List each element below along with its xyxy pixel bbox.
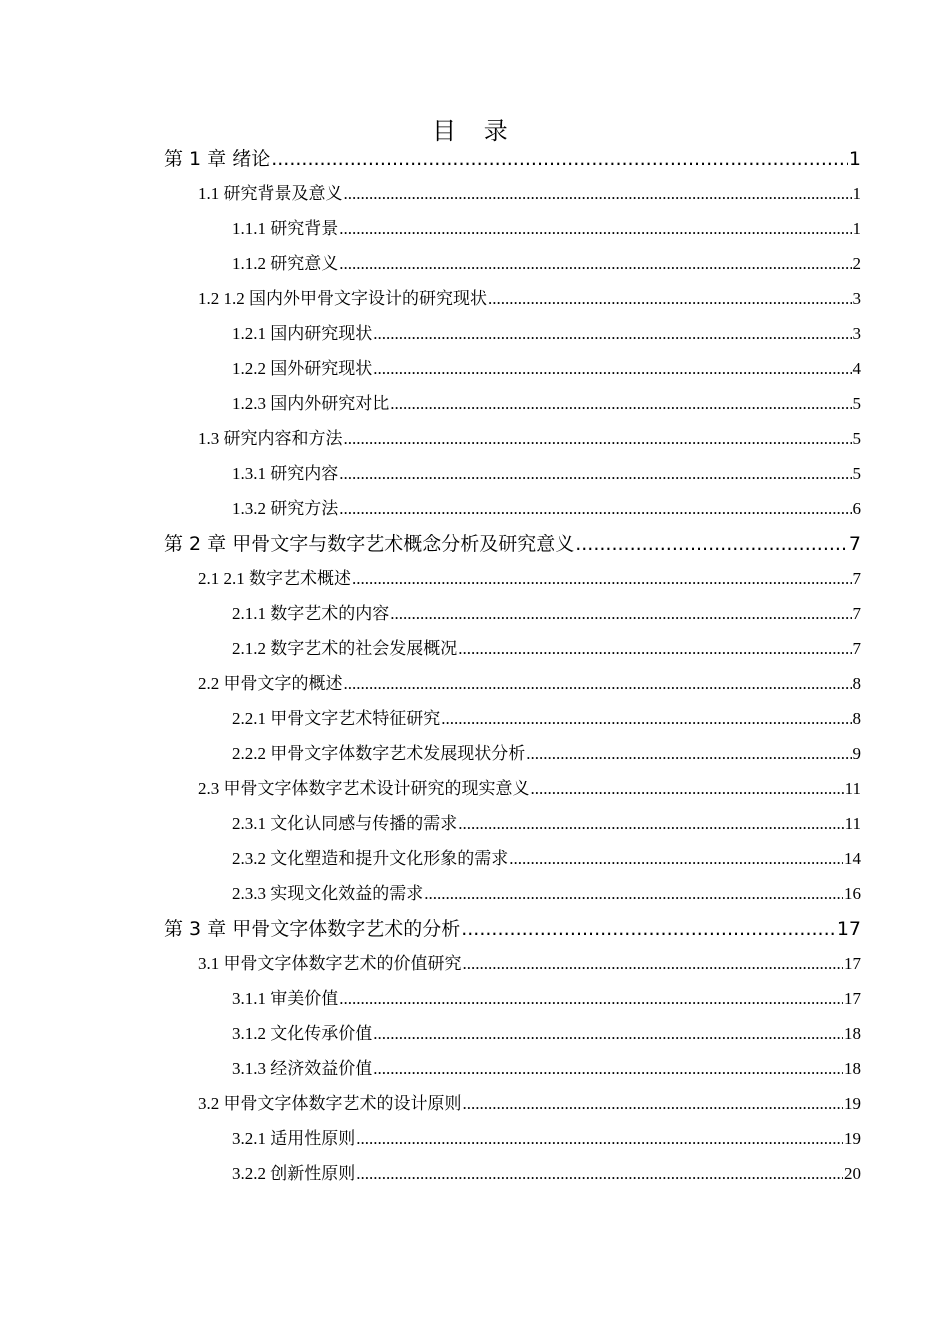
toc-entry-level-2[interactable] [198, 669, 861, 694]
toc-entry-level-2[interactable] [198, 424, 861, 449]
dot-leader [373, 1059, 843, 1079]
toc-entry-label: 2.2.1 甲骨文字艺术特征研究 [232, 709, 441, 728]
toc-entry-page-number: 20 [844, 1164, 861, 1183]
dot-leader [458, 814, 843, 834]
toc-entry-page-number: 6 [852, 499, 861, 518]
toc-entry-level-3[interactable] [232, 494, 861, 519]
toc-entry-label: 第 3 章 甲骨文字体数字艺术的分析 [164, 918, 461, 940]
toc-entry-label: 3.1 甲骨文字体数字艺术的价值研究 [198, 954, 462, 973]
toc-entry-label: 3.1.2 文化传承价值 [232, 1024, 373, 1043]
toc-entry-page-number: 18 [844, 1059, 861, 1078]
toc-entry-page-number: 18 [844, 1024, 861, 1043]
toc-entry-level-3[interactable] [232, 704, 861, 729]
toc-entry-level-1[interactable] [164, 144, 861, 171]
dot-leader [344, 429, 852, 449]
toc-entry-page-number: 3 [852, 324, 861, 343]
dot-leader [424, 884, 843, 904]
dot-leader [339, 464, 851, 484]
toc-entry-page-number: 17 [844, 989, 861, 1008]
toc-entry-label: 1.1 研究背景及意义 [198, 184, 343, 203]
dot-leader [488, 289, 852, 309]
toc-entry-label: 3.1.3 经济效益价值 [232, 1059, 373, 1078]
toc-entry-level-3[interactable] [232, 459, 861, 484]
toc-title: 目 录 [432, 117, 518, 145]
toc-entry-page-number: 19 [844, 1094, 861, 1113]
dot-leader [339, 499, 851, 519]
toc-entry-label: 3.1.1 审美价值 [232, 989, 339, 1008]
dot-leader [531, 779, 844, 799]
dot-leader [339, 219, 851, 239]
dot-leader [373, 359, 851, 379]
toc-entry-label: 1.2 1.2 国内外甲骨文字设计的研究现状 [198, 289, 487, 308]
dot-leader [352, 569, 852, 589]
toc-entry-page-number: 5 [852, 429, 861, 448]
dot-leader [356, 1129, 843, 1149]
toc-entry-level-1[interactable] [164, 529, 861, 556]
toc-entry-label: 1.2.3 国内外研究对比 [232, 394, 390, 413]
toc-entry-label: 2.3 甲骨文字体数字艺术设计研究的现实意义 [198, 779, 530, 798]
toc-entry-label: 1.2.2 国外研究现状 [232, 359, 373, 378]
toc-entry-level-2[interactable] [198, 1089, 861, 1114]
toc-entry-page-number: 8 [852, 674, 861, 693]
toc-entry-page-number: 5 [852, 394, 861, 413]
toc-entry-label: 3.2.2 创新性原则 [232, 1164, 356, 1183]
dot-leader [373, 324, 851, 344]
toc-entry-page-number: 7 [852, 604, 861, 623]
toc-entry-level-2[interactable] [198, 284, 861, 309]
toc-entry-page-number: 19 [844, 1129, 861, 1148]
toc-entry-page-number: 11 [844, 814, 861, 833]
toc-entry-level-2[interactable] [198, 949, 861, 974]
toc-entry-page-number: 7 [852, 569, 861, 588]
toc-entry-level-3[interactable] [232, 1159, 861, 1184]
toc-entry-level-2[interactable] [198, 774, 861, 799]
dot-leader [390, 394, 851, 414]
toc-entry-page-number: 3 [852, 289, 861, 308]
toc-entry-level-3[interactable] [232, 1054, 861, 1079]
dot-leader [458, 639, 851, 659]
dot-leader [509, 849, 843, 869]
toc-entry-level-3[interactable] [232, 984, 861, 1009]
toc-entry-page-number: 9 [852, 744, 861, 763]
toc-entry-page-number: 11 [844, 779, 861, 798]
dot-leader [575, 533, 848, 555]
toc-entry-page-number: 5 [852, 464, 861, 483]
dot-leader [373, 1024, 843, 1044]
toc-entry-level-2[interactable] [198, 564, 861, 589]
toc-entry-label: 2.1.2 数字艺术的社会发展概况 [232, 639, 458, 658]
toc-entry-level-3[interactable] [232, 809, 861, 834]
toc-entry-label: 1.3 研究内容和方法 [198, 429, 343, 448]
toc-entry-label: 第 2 章 甲骨文字与数字艺术概念分析及研究意义 [164, 533, 575, 555]
dot-leader [356, 1164, 843, 1184]
dot-leader [463, 954, 844, 974]
toc-entry-label: 第 1 章 绪论 [164, 148, 271, 170]
toc-entry-label: 2.1 2.1 数字艺术概述 [198, 569, 351, 588]
toc-entry-page-number: 17 [844, 954, 861, 973]
toc-entry-level-2[interactable] [198, 179, 861, 204]
toc-entry-level-3[interactable] [232, 844, 861, 869]
toc-entry-label: 2.3.1 文化认同感与传播的需求 [232, 814, 458, 833]
toc-entry-label: 2.3.3 实现文化效益的需求 [232, 884, 424, 903]
toc-entry-page-number: 4 [852, 359, 861, 378]
toc-entry-label: 1.3.2 研究方法 [232, 499, 339, 518]
toc-entry-label: 3.2 甲骨文字体数字艺术的设计原则 [198, 1094, 462, 1113]
toc-entry-level-3[interactable] [232, 599, 861, 624]
toc-entry-level-3[interactable] [232, 389, 861, 414]
toc-entry-level-3[interactable] [232, 1019, 861, 1044]
toc-entry-level-1[interactable] [164, 914, 861, 941]
toc-entry-level-3[interactable] [232, 249, 861, 274]
toc-entry-page-number: 2 [852, 254, 861, 273]
toc-entry-level-3[interactable] [232, 879, 861, 904]
toc-entry-page-number: 1 [848, 148, 861, 170]
dot-leader [339, 254, 851, 274]
dot-leader [441, 709, 851, 729]
toc-entry-label: 1.3.1 研究内容 [232, 464, 339, 483]
toc-entry-level-3[interactable] [232, 354, 861, 379]
toc-entry-page-number: 8 [852, 709, 861, 728]
toc-entry-label: 1.2.1 国内研究现状 [232, 324, 373, 343]
toc-entry-label: 2.1.1 数字艺术的内容 [232, 604, 390, 623]
dot-leader [463, 1094, 844, 1114]
toc-entry-label: 2.3.2 文化塑造和提升文化形象的需求 [232, 849, 509, 868]
toc-entry-page-number: 14 [844, 849, 861, 868]
toc-entry-page-number: 7 [848, 533, 861, 555]
toc-entry-level-3[interactable] [232, 1124, 861, 1149]
toc-entry-label: 2.2 甲骨文字的概述 [198, 674, 343, 693]
toc-entry-label: 1.1.2 研究意义 [232, 254, 339, 273]
toc-entry-label: 2.2.2 甲骨文字体数字艺术发展现状分析 [232, 744, 526, 763]
toc-entry-page-number: 16 [844, 884, 861, 903]
dot-leader [344, 674, 852, 694]
toc-entry-level-3[interactable] [232, 739, 861, 764]
toc-entry-label: 1.1.1 研究背景 [232, 219, 339, 238]
toc-entry-page-number: 1 [852, 184, 861, 203]
toc-entry-level-3[interactable] [232, 214, 861, 239]
dot-leader [526, 744, 851, 764]
dot-leader [390, 604, 851, 624]
dot-leader [461, 918, 836, 940]
dot-leader [271, 148, 848, 170]
toc-entry-level-3[interactable] [232, 319, 861, 344]
toc-entry-page-number: 7 [852, 639, 861, 658]
toc-entry-label: 3.2.1 适用性原则 [232, 1129, 356, 1148]
dot-leader [339, 989, 843, 1009]
toc-entry-page-number: 1 [852, 219, 861, 238]
toc-entry-level-3[interactable] [232, 634, 861, 659]
dot-leader [344, 184, 852, 204]
toc-entry-page-number: 17 [836, 918, 861, 940]
